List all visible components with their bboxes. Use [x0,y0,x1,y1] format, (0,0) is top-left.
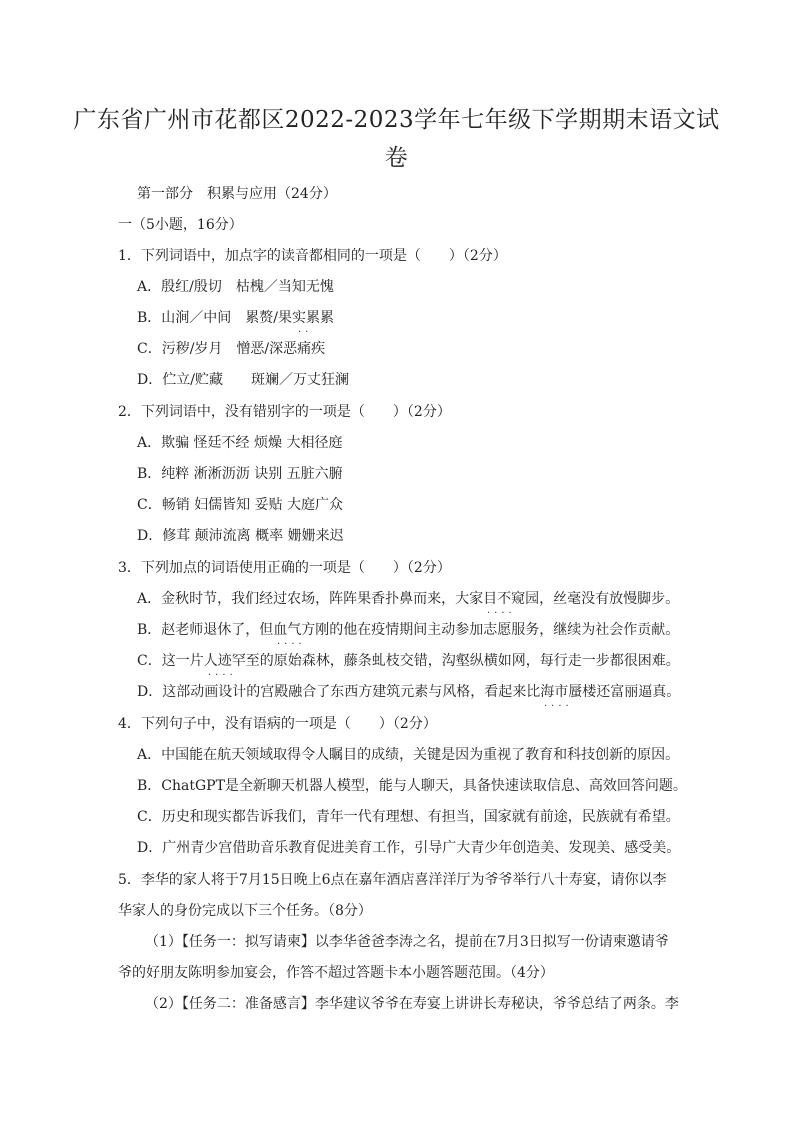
q4-option-d: D．广州青少宫借助音乐教育促进美育工作，引导广大青少年创造美、发现美、感受美。 [137,840,681,856]
q1-option-c: C．污秽/岁月 憎恶/深恶痛疾 [137,341,326,357]
section-heading: 一（5小题，16分） [118,217,243,233]
q1-option-d: D．伫立/贮藏 斑斓／万丈狂澜 [137,372,349,388]
q4-stem: 4．下列句子中，没有语病的一项是（ ）（2分） [118,716,437,732]
q2-option-a: A．欺骗 怪廷不经 烦燥 大相径庭 [137,435,343,451]
q3-option-b: B．赵老师退休了，但血气方刚的他在疫情期间主动参加志愿服务，继续为社会作贡献。 [137,622,680,638]
emphasis-dots: ·· [298,327,313,338]
q5-stem-line1: 5．李华的家人将于7月15日晚上6点在嘉年酒店喜洋洋厅为爷爷举行八十寿宴，请你以李 [118,872,667,888]
q4-option-c: C．历史和现实都告诉我们，青年一代有理想、有担当，国家就有前途，民族就有希望。 [137,809,680,825]
q4-option-a: A．中国能在航天领域取得令人瞩目的成绩，关键是因为重视了教育和科技创新的原因。 [137,747,680,763]
q4-option-b: B．ChatGPT是全新聊天机器人模型，能与人聊天，具备快速读取信息、高效回答问题。 [137,778,687,794]
part-heading: 第一部分 积累与应用（24分） [137,186,337,202]
q2-option-c: C．畅销 妇儒皆知 妥贴 大庭广众 [137,497,344,513]
q5-stem-line2: 华家人的身份完成以下三个任务。（8分） [118,903,372,919]
q2-stem: 2．下列词语中，没有错别字的一项是（ ）（2分） [118,404,451,420]
q5-task2-line1: （2）【任务二：准备感言】李华建议爷爷在寿宴上讲讲长寿秘诀，爷爷总结了两条。李 [145,996,679,1012]
q5-task1-line2: 爷的好朋友陈明参加宴会，作答不超过答题卡本小题答题范围。（4分） [118,965,554,981]
q2-option-b: B．纯粹 淅淅沥沥 诀别 五脏六腑 [137,466,343,482]
q3-option-c: C．这一片人迹罕至的原始森林，藤条虬枝交错，沟壑纵横如网，每行走一步都很困难。 [137,653,680,669]
q2-option-d: D．修茸 颠沛流离 概率 姗姗来迟 [137,528,344,544]
q3-stem: 3．下列加点的词语使用正确的一项是（ ）（2分） [118,560,451,576]
exam-title-line2: 卷 [384,145,409,171]
q3-option-d: D．这部动画设计的宫殿融合了东西方建筑元素与风格，看起来比海市蜃楼还富丽逼真。 [137,684,681,700]
q1-option-b: B．山涧／中间 累赘/果实累累 [137,310,335,326]
emphasis-dots: ···· [544,701,573,712]
exam-title-line1: 广东省广州市花都区2022-2023学年七年级下学期期末语文试 [73,107,720,133]
q1-option-a: A．殷红/殷切 枯槐／当知无愧 [137,279,334,295]
emphasis-dots: ···· [277,639,306,650]
emphasis-dots: ···· [487,608,516,619]
emphasis-dots: ···· [208,670,237,681]
q1-stem: 1．下列词语中，加点字的读音都相同的一项是（ ）（2分） [118,248,507,264]
q3-option-a: A．金秋时节，我们经过农场，阵阵果香扑鼻而来，大家目不窥园，丝毫没有放慢脚步。 [137,591,680,607]
q5-task1-line1: （1）【任务一：拟写请柬】以李华爸爸李涛之名，提前在7月3日拟写一份请柬邀请爷 [145,934,669,950]
